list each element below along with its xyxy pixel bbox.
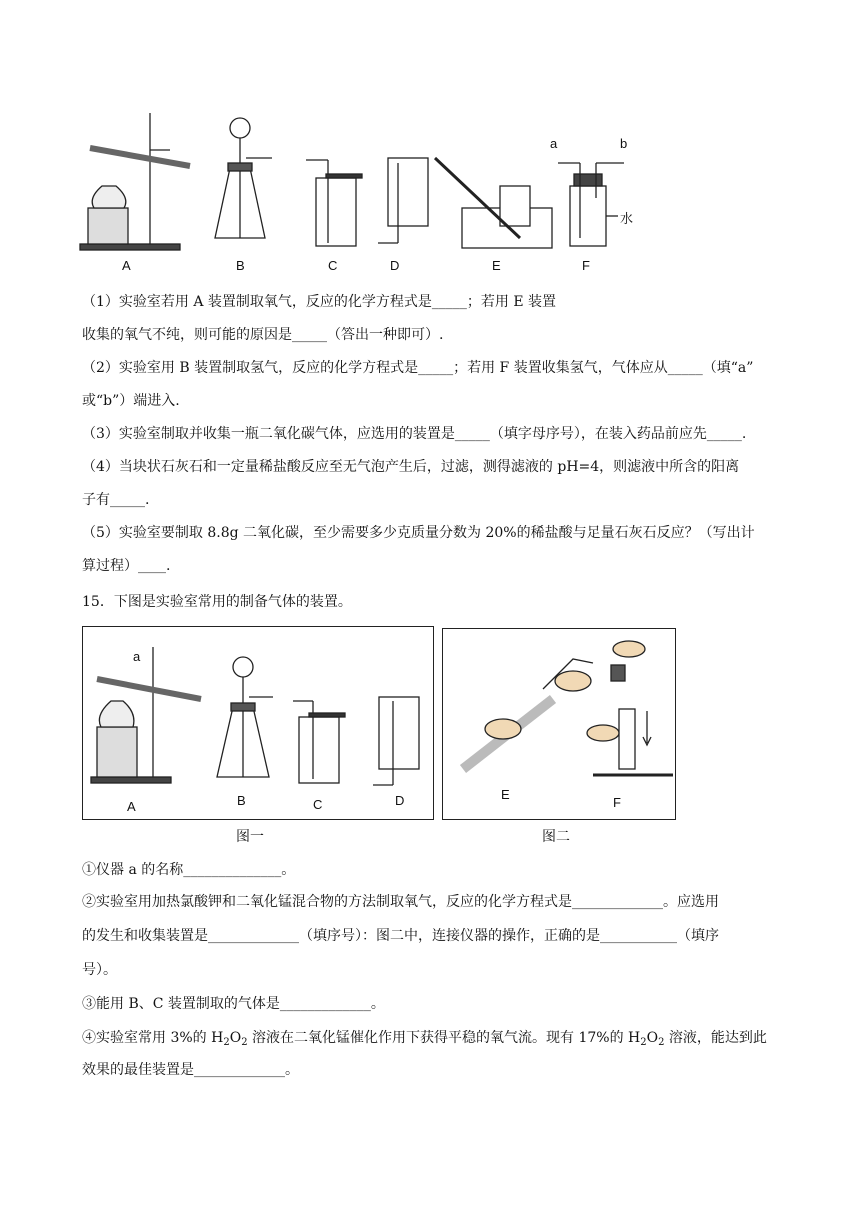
figure-two-caption: 图二 [542,828,570,844]
q14-part5-line1: （5）实验室要制取 8.8g 二氧化碳，至少需要多少克质量分数为 20%的稀盐酸与足量石灰石反应？（写出计 [82,525,755,541]
q15-item3: ③能用 B、C 装置制取的气体是_____________。 [82,996,385,1012]
q15-item4-line2: 效果的最佳装置是_____________。 [82,1062,299,1078]
label-e-top: E [492,258,501,273]
fig2-label-e: E [501,787,510,802]
fig1-label-a-pointer: a [133,649,141,664]
fig2-label-f: F [613,795,621,810]
q15-item4-line1 [82,1028,767,1053]
q14-part5-line2: 算过程）____. [82,558,171,574]
q14-part4-line1: （4）当块状石灰石和一定量稀盐酸反应至无气泡产生后，过滤，测得滤液的 pH=4，则滤液中所含的阳离 [82,459,740,475]
fig1-label-b: B [237,793,246,808]
figure-one-box [82,626,434,820]
q15-item4-sub4: 2 [658,1037,665,1048]
q14-part2-line1: （2）实验室用 B 装置制取氢气，反应的化学方程式是_____；若用 F 装置收集氢气，气体应从_____（填“a” [82,360,754,376]
q14-part4-line2: 子有_____. [82,492,150,508]
tube-label-b: b [620,136,628,151]
figure-one-caption: 图一 [236,828,264,844]
q15-item2-line3: 号）。 [82,962,117,978]
q14-part1-line1: （1）实验室若用 A 装置制取氧气，反应的化学方程式是_____；若用 E 装置 [82,294,557,310]
figure-two-box [442,628,676,820]
q15-item2-line2: 的发生和收集装置是_____________（填序号）：图二中，连接仪器的操作，正确的是___________（填序 [82,928,719,944]
q15-item2-line1: ②实验室用加热氯酸钾和二氧化锰混合物的方法制取氧气，反应的化学方程式是_____________。应选用 [82,894,719,910]
q15-item4-sub2: 2 [241,1037,248,1048]
apparatus-drawing-top [80,108,640,278]
figure-two-drawing [443,629,675,819]
label-c-top: C [328,258,338,273]
q15-item4-text-c: 溶液在二氧化锰催化作用下获得平稳的氧气流。现有 17%的 H [247,1030,641,1046]
q15-item4-text-b: O [229,1030,242,1046]
label-b-top: B [236,258,245,273]
apparatus-figure-top [80,108,640,278]
q15-item4-sub1: 2 [223,1037,230,1048]
fig1-label-c: C [313,797,323,812]
label-d-top: D [390,258,400,273]
fig1-label-a: A [127,799,136,814]
q15-item1: ①仪器 a 的名称______________。 [82,862,296,878]
q14-part1-line2: 收集的氧气不纯，则可能的原因是_____（答出一种即可）. [82,327,444,343]
label-f-top: F [582,258,590,273]
q14-part3-line1: （3）实验室制取并收集一瓶二氧化碳气体，应选用的装置是_____（填字母序号），在装入药品前应先_____. [82,426,747,442]
q15-title: 15．下图是实验室常用的制备气体的装置。 [82,594,352,610]
fig1-label-d: D [395,793,405,808]
water-label: 水 [620,211,634,226]
label-a-top: A [122,258,131,273]
q15-item4-sub3: 2 [640,1037,647,1048]
q15-item4-text-d: O [646,1030,659,1046]
q14-part2-line2: 或“b”）端进入. [82,393,180,409]
tube-label-a: a [550,136,558,151]
q15-item4-text-e: 溶液，能达到此 [664,1030,767,1046]
q15-item4-text-a: ④实验室常用 3%的 H [82,1030,224,1046]
